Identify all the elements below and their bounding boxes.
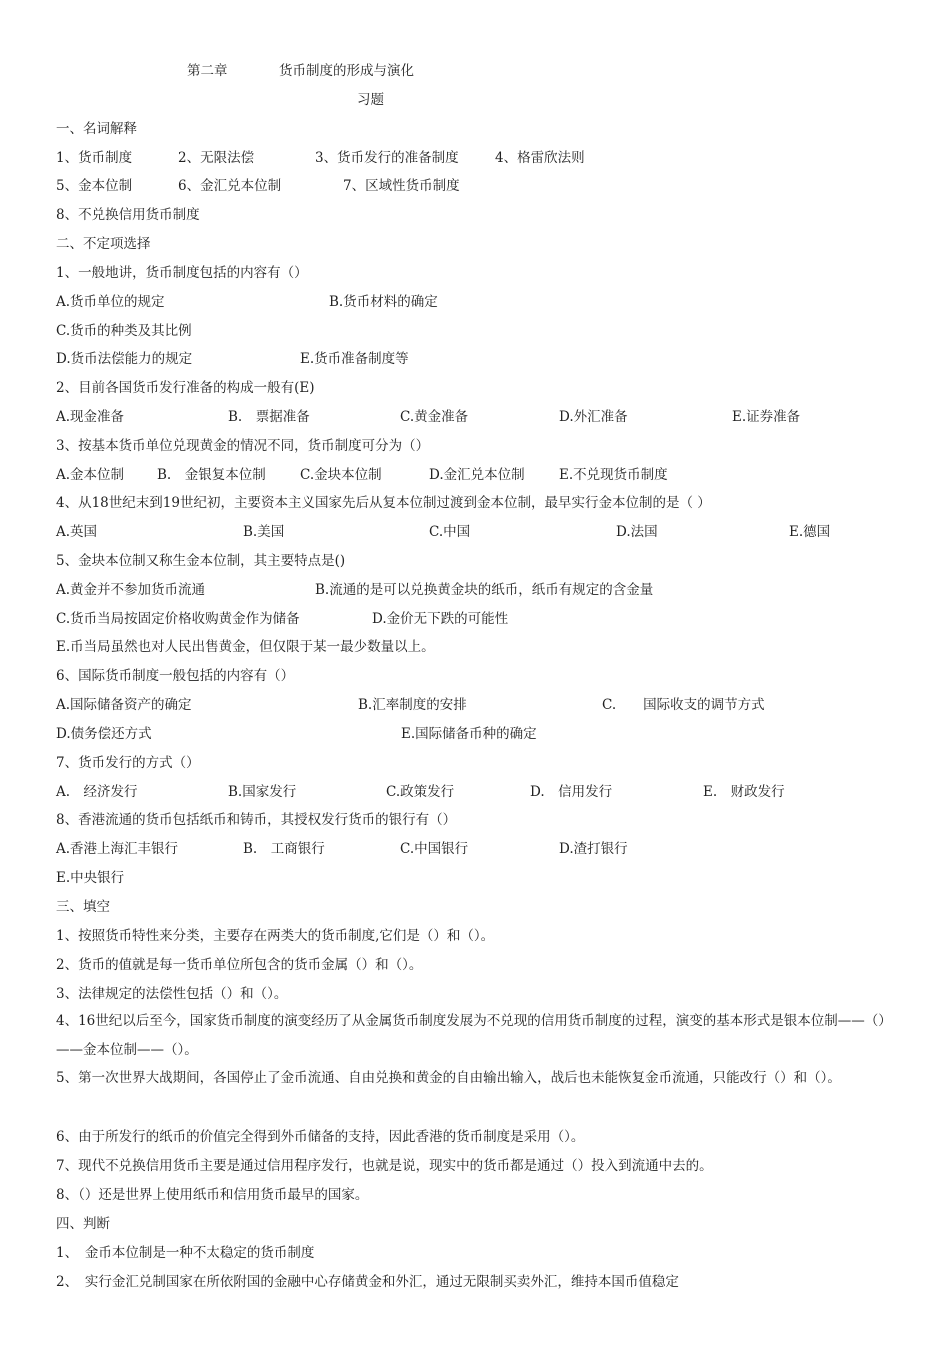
section-heading: 二、不定项选择: [56, 236, 151, 252]
section-heading: 四、判断: [56, 1216, 110, 1232]
option: A.现金准备: [56, 409, 125, 425]
exercise-title: 习题: [357, 92, 384, 108]
option: D. 信用发行: [530, 784, 613, 800]
option: A.黄金并不参加货币流通: [56, 582, 206, 598]
option: B.汇率制度的安排: [358, 697, 467, 713]
option: D.外汇准备: [559, 409, 628, 425]
option: A.香港上海汇丰银行: [56, 841, 179, 857]
option: C.金块本位制: [300, 467, 382, 483]
option: B.美国: [243, 524, 285, 540]
fill-blank-item: 2、货币的值就是每一货币单位所包含的货币金属（）和（）。: [56, 957, 423, 973]
option: D.渣打银行: [559, 841, 628, 857]
option: D.金汇兑本位制: [429, 467, 525, 483]
chapter-number: 第二章: [187, 63, 228, 79]
question-stem: 7、货币发行的方式（）: [56, 755, 200, 771]
term-item: 4、格雷欣法则: [495, 150, 585, 166]
fill-blank-item: 4、16世纪以后至今，国家货币制度的演变经历了从金属货币制度发展为不兑现的信用货币制度的过程，演变的基本形式是银本位制——（）——金本位制——（）。: [56, 1013, 892, 1058]
term-item: 3、货币发行的准备制度: [315, 150, 459, 166]
fill-blank-item: 3、法律规定的法偿性包括（）和（）。: [56, 986, 288, 1002]
fill-blank-item: 7、现代不兑换信用货币主要是通过信用程序发行，也就是说，现实中的货币都是通过（）投入到流通中去的。: [56, 1158, 713, 1174]
option: E.不兑现货币制度: [559, 467, 668, 483]
question-stem: 5、金块本位制又称生金本位制，其主要特点是(): [56, 553, 346, 569]
term-item: 5、金本位制: [56, 178, 133, 194]
fill-blank-item: 5、第一次世界大战期间，各国停止了金币流通、自由兑换和黄金的自由输出输入，战后也未能恢复金币流通，只能改行（）和（）。: [56, 1070, 841, 1086]
option: E.证券准备: [732, 409, 801, 425]
option: E.德国: [789, 524, 831, 540]
option: D.债务偿还方式: [56, 726, 152, 742]
option: B. 工商银行: [243, 841, 325, 857]
option: D.法国: [616, 524, 658, 540]
option: E.国际储备币种的确定: [401, 726, 537, 742]
option: A. 经济发行: [56, 784, 138, 800]
option: B.流通的是可以兑换黄金块的纸币，纸币有规定的含金量: [315, 582, 654, 598]
option: E.中央银行: [56, 870, 125, 886]
section-heading: 一、名词解释: [56, 121, 137, 137]
judgement-item: 1、 金币本位制是一种不太稳定的货币制度: [56, 1245, 315, 1261]
judgement-item: 2、 实行金汇兑制国家在所依附国的金融中心存储黄金和外汇，通过无限制买卖外汇，维持本国币值稳定: [56, 1274, 679, 1290]
term-item: 8、不兑换信用货币制度: [56, 207, 200, 223]
option: E.币当局虽然也对人民出售黄金，但仅限于某一最少数量以上。: [56, 639, 435, 655]
term-item: 7、区域性货币制度: [343, 178, 460, 194]
term-item: 6、金汇兑本位制: [178, 178, 282, 194]
option: C.中国银行: [400, 841, 469, 857]
option: B. 票据准备: [228, 409, 310, 425]
option: A.国际储备资产的确定: [56, 697, 192, 713]
option: A.英国: [56, 524, 98, 540]
option: E. 财政发行: [703, 784, 785, 800]
question-stem: 1、一般地讲，货币制度包括的内容有（）: [56, 265, 308, 281]
option: C.中国: [429, 524, 471, 540]
option: A.货币单位的规定: [56, 294, 165, 310]
question-stem: 8、香港流通的货币包括纸币和铸币，其授权发行货币的银行有（）: [56, 812, 457, 828]
question-stem: 4、从18世纪末到19世纪初，主要资本主义国家先后从复本位制过渡到金本位制，最早实行金本位制的是（ ）: [56, 495, 711, 511]
option: C.政策发行: [386, 784, 455, 800]
chapter-title: 货币制度的形成与演化: [279, 63, 414, 79]
option: C.货币当局按固定价格收购黄金作为储备: [56, 611, 300, 627]
option: D.金价无下跌的可能性: [372, 611, 509, 627]
question-stem: 2、目前各国货币发行准备的构成一般有(E): [56, 380, 315, 396]
term-item: 2、无限法偿: [178, 150, 255, 166]
option: B.货币材料的确定: [329, 294, 438, 310]
question-stem: 3、按基本货币单位兑现黄金的情况不同，货币制度可分为（）: [56, 438, 430, 454]
option: B. 金银复本位制: [157, 467, 266, 483]
question-stem: 6、国际货币制度一般包括的内容有（）: [56, 668, 295, 684]
option: D.货币法偿能力的规定: [56, 351, 193, 367]
option: C.黄金准备: [400, 409, 469, 425]
fill-blank-item: 6、由于所发行的纸币的价值完全得到外币储备的支持，因此香港的货币制度是采用（）。: [56, 1129, 585, 1145]
option: A.金本位制: [56, 467, 125, 483]
option: C. 国际收支的调节方式: [602, 697, 765, 713]
option: B.国家发行: [228, 784, 297, 800]
fill-blank-item: 8、（）还是世界上使用纸币和信用货币最早的国家。: [56, 1187, 369, 1203]
section-heading: 三、填空: [56, 899, 110, 915]
fill-blank-item: 1、按照货币特性来分类，主要存在两类大的货币制度,它们是（）和（）。: [56, 928, 495, 944]
option: E.货币准备制度等: [300, 351, 409, 367]
option: C.货币的种类及其比例: [56, 323, 192, 339]
term-item: 1、货币制度: [56, 150, 133, 166]
